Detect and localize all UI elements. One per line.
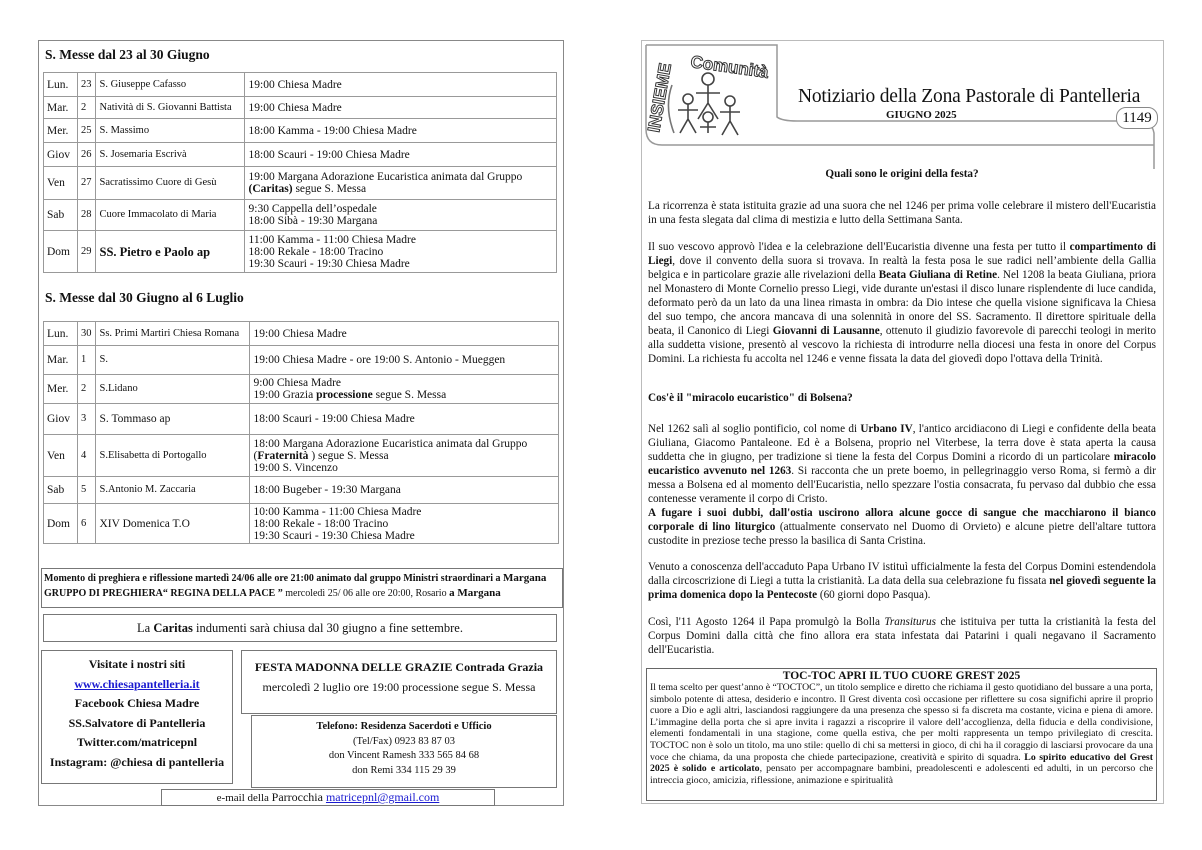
p2-d: Beata Giuliana di Retine [878, 269, 998, 281]
week1-mass-table [43, 72, 557, 273]
mass-day: Ven [44, 167, 78, 200]
mass-row [44, 477, 559, 504]
mass-times [249, 435, 559, 477]
mass-row [44, 346, 559, 375]
mass-day: Giov [44, 143, 78, 167]
mass-row [44, 435, 559, 477]
prayer-line1-place: Margana [503, 572, 547, 584]
grest-text-b: Lo spirito educativo del Grest 2025 è solido e articolato [650, 751, 1154, 775]
mass-times [244, 231, 557, 273]
mass-date: 3 [78, 404, 96, 435]
grest-text-a: Il tema scelto per quest’anno è “TOCTOC”, un titolo semplice e diretto che richiama il gesto quotidiano del bussare a una porta, simbolo potente di attesa, desiderio e incontro. Il Grest diventa così occasione per riflettere su cosa significhi aprire il proprio cuore a Dio e agli altri, lasciandosi raggiungere da una presenza che spesso si fa discreta ma costante, vicina e piena di amore. L’immagine della porta che si apre invita i ragazzi a riscoprire il valore dell’accoglienza, della fiducia e della condivisione, elementi fondamentali in una stagione, come quella estiva, che per molti rappresenta un tempo privilegiato di crescita. TOCTOC non è solo un titolo, ma uno stile: quello di chi sa mettersi in gioco, di chi ha il coraggio di lasciarsi provocare da una voce che chiama, da una proposta che chiede partecipazione, creatività e spirito di squadra. [650, 682, 1153, 763]
issue-number: 1149 [1116, 107, 1158, 129]
facebook-text: Facebook Chiesa Madre [74, 696, 200, 710]
mass-saint: XIV Domenica T.O [95, 504, 249, 544]
mass-day: Mar. [44, 97, 78, 119]
mass-times [249, 504, 559, 544]
phone-title: Telefono: Residenza Sacerdoti e Ufficio [316, 721, 492, 732]
mass-times [249, 375, 559, 404]
grest-title: TOC-TOC APRI IL TUO CUORE GREST 2025 [782, 670, 1021, 682]
mass-day: Sab [44, 477, 78, 504]
email-box [161, 789, 495, 806]
mass-times [249, 477, 559, 504]
mass-date: 29 [78, 231, 96, 273]
phone-line-3: don Remi 334 115 29 39 [352, 764, 456, 776]
mass-day: Lun. [44, 322, 78, 346]
p5-a: Venuto a conoscenza dell'accaduto Papa Urbano IV istituì ufficialmente la festa del Corpus Domini estendendola dalla circoscrizione di Liegi a tutta la cristianità. La data della sua celebrazione fu fissata [648, 561, 1156, 587]
mass-saint: Ss. Primi Martiri Chiesa Romana [95, 322, 249, 346]
mass-date: 28 [78, 200, 96, 231]
grest-text [647, 682, 1156, 786]
website-link[interactable]: www.chiesapantelleria.it [74, 676, 200, 691]
mass-time-line: 18:00 Margana Adorazione Eucaristica animata dal Gruppo [253, 437, 528, 450]
p3-a: Nel 1262 salì al soglio pontificio, col nome di [648, 423, 861, 435]
p6-a: Così, l'11 Agosto 1264 il Papa promulgò la Bolla [648, 616, 885, 628]
p2-c: , dove il convento della suora si trovava. In realtà la festa posa le sue radici nell’ambiente della Gallia belgica e in particolare grazie alle rivelazioni della [648, 255, 1156, 281]
grest-text-c: , pensato per accompagnare bambini, preadolescenti e adolescenti ed adulti, in un percorso che intreccia gioco, amicizia, riflessione, animazione e spiritualità [650, 763, 1153, 786]
paragraph-6 [648, 615, 1156, 657]
paragraph-1-text: La ricorrenza è stata istituita grazie ad una suora che nel 1246 per prima volle celebrare il mistero dell'Eucaristia in una festa slegata dal clima di mestizia e lutto della Settimana Santa. [648, 200, 1156, 226]
mass-times [249, 322, 559, 346]
p3-e: . Si racconta che un prete boemo, in pellegrinaggio verso Roma, si fermò a dir messa a Bolsena ed al momento dell'Eucaristia, nello spezzare l'ostia consacrata, fu pervaso dal dubbio che essa contenesse veramente il corpo di Cristo. [648, 465, 1157, 505]
mass-day: Ven [44, 435, 78, 477]
mass-day: Mar. [44, 346, 78, 375]
mass-time-line: 18:00 Kamma - 19:00 Chiesa Madre [248, 124, 417, 137]
caritas-notice [43, 614, 557, 642]
mass-day: Sab [44, 200, 78, 231]
mass-date: 23 [78, 73, 96, 97]
caritas-text-c: indumenti sarà chiusa dal 30 giugno a fine settembre. [192, 621, 463, 635]
prayer-line2-text: mercoledì 25/ 06 alle ore 20:00, Rosario [282, 588, 450, 599]
mass-saint: S. Tommaso ap [95, 404, 249, 435]
p6-b: Transiturus [884, 616, 936, 628]
paragraph-1 [648, 199, 1156, 227]
left-page [38, 40, 564, 806]
mass-row [44, 231, 557, 273]
mass-date: 27 [78, 167, 96, 200]
mass-time-line: 19:00 S. Vincenzo [253, 461, 338, 474]
phone-line-1: (Tel/Fax) 0923 83 87 03 [353, 735, 455, 747]
mass-times [249, 346, 559, 375]
mass-date: 2 [78, 375, 96, 404]
festa-box [241, 650, 557, 714]
insieme-comunita-logo [646, 45, 776, 143]
mass-date: 30 [78, 322, 96, 346]
ss-salvatore-text: SS.Salvatore di Pantelleria [68, 715, 206, 730]
mass-saint: S. Josemaria Escrivà [95, 143, 244, 167]
issue-month: GIUGNO 2025 [886, 109, 957, 121]
p3-c: , l'antico arcidiacono di Liegi e confidente della beata Giuliana, Giacomo Pantaleone. Ed è a Bolsena, proprio nel Viterbese, la terra dove è stata aperta la causa suddetta che in giugno, per tradizione si tiene la festa del Corpus Domini a ricordo di un particolare [648, 423, 1156, 463]
festa-title: FESTA MADONNA DELLE GRAZIE Contrada Grazia [254, 660, 544, 674]
p2-a: Il suo vescovo approvò l'idea e la celebrazione dell'Eucaristia divenne una festa per tutto il [648, 241, 1070, 253]
mass-time-line: 18:00 Scauri - 19:00 Chiesa Madre [248, 148, 410, 161]
mass-saint: SS. Pietro e Paolo ap [95, 231, 244, 273]
mass-time-line: 19:30 Scauri - 19:30 Chiesa Madre [253, 529, 415, 542]
p3-b: Urbano IV [860, 423, 913, 435]
mass-row [44, 375, 559, 404]
mass-time-line: 9:30 Cappella dell’ospedale [248, 203, 377, 215]
mass-day: Dom [44, 231, 78, 273]
prayer-line2-title: GRUPPO DI PREGHIERA“ REGINA DELLA PACE ” [44, 588, 283, 599]
paragraph-3 [648, 422, 1156, 548]
p4-b: (attualmente conservato nel Duomo di Orvieto) e alcune pietre dell'altare tuttora custodite in preziose teche presso la basilica di Santa Cristina. [648, 521, 1156, 547]
mass-times [244, 167, 557, 200]
mass-row [44, 119, 557, 143]
mass-times [244, 73, 557, 97]
mass-times [244, 119, 557, 143]
mass-time-line: (Caritas) segue S. Messa [248, 183, 367, 195]
p5-b: nel giovedì seguente la prima domenica dopo la Pentecoste [648, 575, 1156, 601]
week1-title: S. Messe dal 23 al 30 Giugno [45, 47, 210, 62]
mass-day: Dom [44, 504, 78, 544]
p2-e: . Nel 1208 la beata Giuliana, priora nel Monastero di Monte Cornelio presso Liegi, vide durante un'estasi il disco lunare risplendente di luce candida, deformato però da un lato da una linea rimasta in ombra: da Dio intese che quella visione significava la Chiesa del suo tempo, che ancora mancava di una solennità in onore del SS. Sacramento. Il direttore spirituale della beata, il Canonico di Liegi [648, 269, 1157, 337]
mass-row [44, 504, 559, 544]
mass-time-line: 18:00 Bugeber - 19:30 Margana [253, 484, 401, 496]
mass-date: 4 [78, 435, 96, 477]
question-origins: Quali sono le origini della festa? [825, 168, 979, 180]
mass-row [44, 143, 557, 167]
mass-time-line: 19:00 Grazia processione segue S. Messa [253, 389, 447, 401]
caritas-bold: Caritas [153, 621, 193, 635]
prayer-box [41, 568, 563, 608]
p3-d: miracolo eucaristico avvenuto nel 1263 [648, 451, 1156, 477]
email-label: e-mail della [216, 792, 272, 804]
instagram-text: Instagram: @chiesa di pantelleria [49, 754, 225, 769]
mass-time-line: 10:00 Kamma - 11:00 Chiesa Madre [253, 505, 422, 518]
p2-b: compartimento di Liegi [648, 241, 1157, 267]
mass-time-line: 11:00 Kamma - 11:00 Chiesa Madre [248, 233, 416, 246]
grest-box [646, 668, 1157, 801]
phone-line-2: don Vincent Ramesh 333 565 84 68 [328, 750, 480, 761]
mass-saint: S. Massimo [95, 119, 244, 143]
p5-c: (60 giorni dopo Pasqua). [817, 589, 931, 601]
mass-date: 6 [78, 504, 96, 544]
mass-saint: S. Giuseppe Cafasso [95, 73, 244, 97]
mass-date: 5 [78, 477, 96, 504]
mass-date: 26 [78, 143, 96, 167]
mass-saint: S.Elisabetta di Portogallo [95, 435, 249, 477]
mass-row [44, 73, 557, 97]
twitter-text: Twitter.com/matricepnl [76, 735, 198, 749]
mass-time-line: 19:00 Margana Adorazione Eucaristica animata dal Gruppo [248, 171, 523, 183]
mass-day: Lun. [44, 73, 78, 97]
festa-text: mercoledì 2 luglio ore 19:00 processione segue S. Messa [262, 680, 536, 694]
p6-c: che istituiva per tutta la cristianità la festa del Corpus Domini dalla città che fino allora era stata infestata dai Patarini i quali negavano il Sacramento dell'Eucaristia. [648, 616, 1156, 656]
mass-date: 2 [78, 97, 96, 119]
email-link[interactable]: matricepnl@gmail.com [325, 790, 440, 804]
mass-row [44, 97, 557, 119]
mass-time-line: 19:00 Chiesa Madre [253, 327, 347, 340]
mass-saint: Natività di S. Giovanni Battista [95, 97, 244, 119]
p4-a: A fugare i suoi dubbi, dall'ostia uscirono allora alcune gocce di sangue che macchiarono il bianco corporale di lino liturgico [648, 507, 1156, 533]
mass-saint: Cuore Immacolato di Maria [95, 200, 244, 231]
mass-time-line: 18:00 Sibà - 19:30 Margana [248, 215, 378, 227]
question-miracle: Cos'è il "miracolo eucaristico" di Bolsena? [648, 392, 853, 404]
mass-saint: S. [95, 346, 249, 375]
mass-times [249, 404, 559, 435]
paragraph-5 [648, 560, 1156, 602]
masthead-title: Notiziario della Zona Pastorale di Pantelleria [798, 86, 1141, 107]
mass-saint: Sacratissimo Cuore di Gesù [95, 167, 244, 200]
mass-day: Giov [44, 404, 78, 435]
caritas-text-a: La [137, 621, 154, 635]
mass-time-line: 19:00 Chiesa Madre [248, 78, 342, 91]
mass-times [244, 97, 557, 119]
paragraph-2 [648, 240, 1156, 366]
phone-box [251, 715, 557, 788]
mass-time-line: 19:30 Scauri - 19:30 Chiesa Madre [248, 257, 410, 270]
mass-row [44, 167, 557, 200]
mass-day: Mer. [44, 375, 78, 404]
mass-time-line: 18:00 Scauri - 19:00 Chiesa Madre [253, 413, 415, 425]
p2-f: Giovanni di Lausanne [772, 325, 880, 337]
mass-saint: S.Antonio M. Zaccaria [95, 477, 249, 504]
svg-text:Comunità: Comunità [689, 52, 770, 82]
mass-row [44, 404, 559, 435]
mass-times [244, 200, 557, 231]
mass-date: 25 [78, 119, 96, 143]
sites-title: Visitate i nostri siti [88, 657, 186, 671]
mass-time-line: 18:00 Rekale - 18:00 Tracino [248, 245, 384, 258]
email-label-parish: Parrocchia [271, 790, 326, 804]
p2-g: , ottenuto il giudizio favorevole di parecchi teologi in merito alla suddetta visione, presentò al vescovo la richiesta di introdurre nella diocesi una festa in onore del Corpus Domini. La richiesta fu accolta nel 1246 e venne fissata la data del giovedì dopo l'ottava della Trinità. [648, 325, 1156, 365]
mass-time-line: 19:00 Chiesa Madre - ore 19:00 S. Antonio - Mueggen [253, 354, 506, 366]
mass-times [244, 143, 557, 167]
mass-date: 1 [78, 346, 96, 375]
sites-box [41, 650, 233, 784]
mass-saint: S.Lidano [95, 375, 249, 404]
mass-row [44, 200, 557, 231]
mass-time-line: 9:00 Chiesa Madre [253, 377, 342, 389]
mass-time-line: 19:00 Chiesa Madre [248, 101, 342, 114]
prayer-line2-place: a Margana [449, 587, 501, 599]
mass-row [44, 322, 559, 346]
mass-time-line: (Fraternità ) segue S. Messa [253, 449, 389, 462]
logo-insieme-text: INSIEME [646, 61, 676, 134]
prayer-line1: Momento di preghiera e riflessione martedì 24/06 alle ore 21:00 animato dal gruppo Ministri straordinari a [44, 573, 504, 584]
week2-title: S. Messe dal 30 Giugno al 6 Luglio [45, 290, 244, 305]
mass-day: Mer. [44, 119, 78, 143]
week2-mass-table [43, 321, 559, 544]
right-page [641, 40, 1164, 804]
mass-time-line: 18:00 Rekale - 18:00 Tracino [253, 517, 389, 530]
